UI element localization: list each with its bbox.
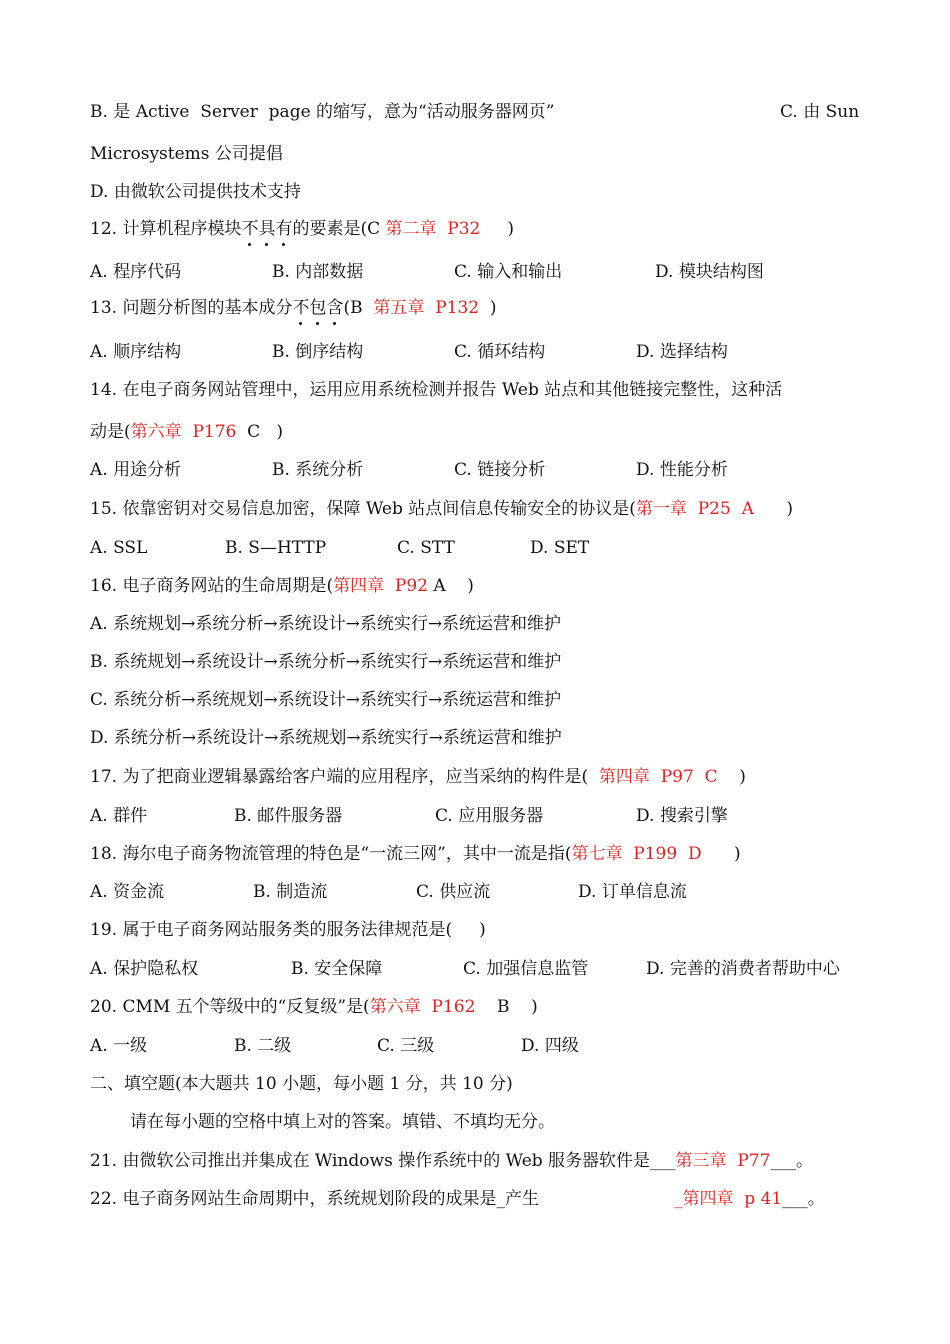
- q12-stem: 12. 计算机程序模块不具有的要素是(C 第二章 P32 ): [90, 219, 515, 239]
- q14-stem: 14. 在电子商务网站管理中，运用应用系统检测并报告 Web 站点和其他链接完整性，这种活: [90, 380, 783, 400]
- q15-option-c: C. STT: [397, 538, 455, 558]
- q11-option-b: B. 是 Active Server page 的缩写，意为“活动服务器网页”: [90, 102, 555, 122]
- q14-option-a: A. 用途分析: [90, 460, 182, 480]
- q12-option-c: C. 输入和输出: [454, 262, 563, 282]
- q17-stem: 17. 为了把商业逻辑暴露给客户端的应用程序，应当采纳的构件是( 第四章 P97 C ): [90, 767, 746, 787]
- q18-option-a: A. 资金流: [90, 882, 165, 902]
- q20-reference: 第六章 P162: [369, 997, 476, 1017]
- q22-stem: 22. 电子商务网站生命周期中，系统规划阶段的成果是_产生: [90, 1189, 539, 1209]
- q16-option-d: D. 系统分析→系统设计→系统规划→系统实行→系统运营和维护: [90, 728, 562, 748]
- q17-reference: 第四章 P97 C: [598, 767, 718, 787]
- q13-option-b: B. 倒序结构: [272, 342, 364, 362]
- q21-stem: 21. 由微软公司推出并集成在 Windows 操作系统中的 Web 服务器软件是___第三章 P77___。: [90, 1151, 813, 1171]
- q14-option-b: B. 系统分析: [272, 460, 364, 480]
- q15-option-b: B. S—HTTP: [225, 538, 327, 558]
- q14-stem-continued: 动是(第六章 P176 C ): [90, 422, 284, 442]
- q18-reference: 第七章 P199 D: [571, 844, 702, 864]
- q11-option-c: C. 由 Sun: [780, 102, 860, 122]
- q12-reference: 第二章 P32: [385, 219, 481, 239]
- q22-answer: _第四章 p 41___。: [674, 1189, 825, 1209]
- q14-reference: 第六章 P176: [130, 422, 237, 442]
- q12-option-a: A. 程序代码: [90, 262, 182, 282]
- q11-option-d: D. 由微软公司提供技术支持: [90, 182, 301, 202]
- q13-reference: 第五章 P132: [373, 298, 480, 318]
- q14-option-c: C. 链接分析: [454, 460, 546, 480]
- q17-option-a: A. 群件: [90, 806, 148, 826]
- q19-option-d: D. 完善的消费者帮助中心: [646, 959, 840, 979]
- q18-stem: 18. 海尔电子商务物流管理的特色是“一流三网”，其中一流是指(第七章 P199 D ): [90, 844, 741, 864]
- q14-option-d: D. 性能分析: [636, 460, 728, 480]
- q15-option-d: D. SET: [530, 538, 590, 558]
- q18-option-c: C. 供应流: [416, 882, 491, 902]
- q20-option-d: D. 四级: [521, 1036, 579, 1056]
- section-title: 二、填空题(本大题共 10 小题，每小题 1 分，共 10 分): [90, 1074, 513, 1094]
- q20-option-b: B. 二级: [234, 1036, 292, 1056]
- q19-stem: 19. 属于电子商务网站服务类的服务法律规范是( ): [90, 920, 486, 940]
- q11-option-c-continued: Microsystems 公司提倡: [90, 144, 283, 164]
- q20-option-a: A. 一级: [90, 1036, 148, 1056]
- q19-option-a: A. 保护隐私权: [90, 959, 199, 979]
- q13-option-c: C. 循环结构: [454, 342, 546, 362]
- q16-option-c: C. 系统分析→系统规划→系统设计→系统实行→系统运营和维护: [90, 690, 562, 710]
- q22-reference: _第四章 p 41: [674, 1189, 783, 1209]
- q15-option-a: A. SSL: [90, 538, 148, 558]
- q17-option-d: D. 搜索引擎: [636, 806, 728, 826]
- q20-stem: 20. CMM 五个等级中的“反复级”是(第六章 P162 B ): [90, 997, 538, 1017]
- q12-option-b: B. 内部数据: [272, 262, 364, 282]
- q18-option-b: B. 制造流: [253, 882, 328, 902]
- q21-reference: 第三章 P77: [675, 1151, 771, 1171]
- section-instruction: 请在每小题的空格中填上对的答案。填错、不填均无分。: [130, 1112, 555, 1132]
- q18-option-d: D. 订单信息流: [578, 882, 687, 902]
- q19-option-c: C. 加强信息监管: [463, 959, 589, 979]
- q13-option-d: D. 选择结构: [636, 342, 728, 362]
- q15-reference: 第一章 P25 A: [635, 499, 754, 519]
- q16-reference: 第四章 P92: [333, 576, 428, 596]
- q20-option-c: C. 三级: [377, 1036, 435, 1056]
- q16-option-b: B. 系统规划→系统设计→系统分析→系统实行→系统运营和维护: [90, 652, 562, 672]
- q17-option-b: B. 邮件服务器: [234, 806, 343, 826]
- q19-option-b: B. 安全保障: [291, 959, 383, 979]
- q15-stem: 15. 依靠密钥对交易信息加密，保障 Web 站点间信息传输安全的协议是(第一章 P25 A ): [90, 499, 793, 519]
- q16-stem: 16. 电子商务网站的生命周期是(第四章 P92 A ): [90, 576, 474, 596]
- q16-option-a: A. 系统规划→系统分析→系统设计→系统实行→系统运营和维护: [90, 614, 562, 634]
- q13-stem: 13. 问题分析图的基本成分不包含(B 第五章 P132 ): [90, 298, 497, 318]
- q17-option-c: C. 应用服务器: [435, 806, 544, 826]
- q13-option-a: A. 顺序结构: [90, 342, 182, 362]
- q12-option-d: D. 模块结构图: [655, 262, 764, 282]
